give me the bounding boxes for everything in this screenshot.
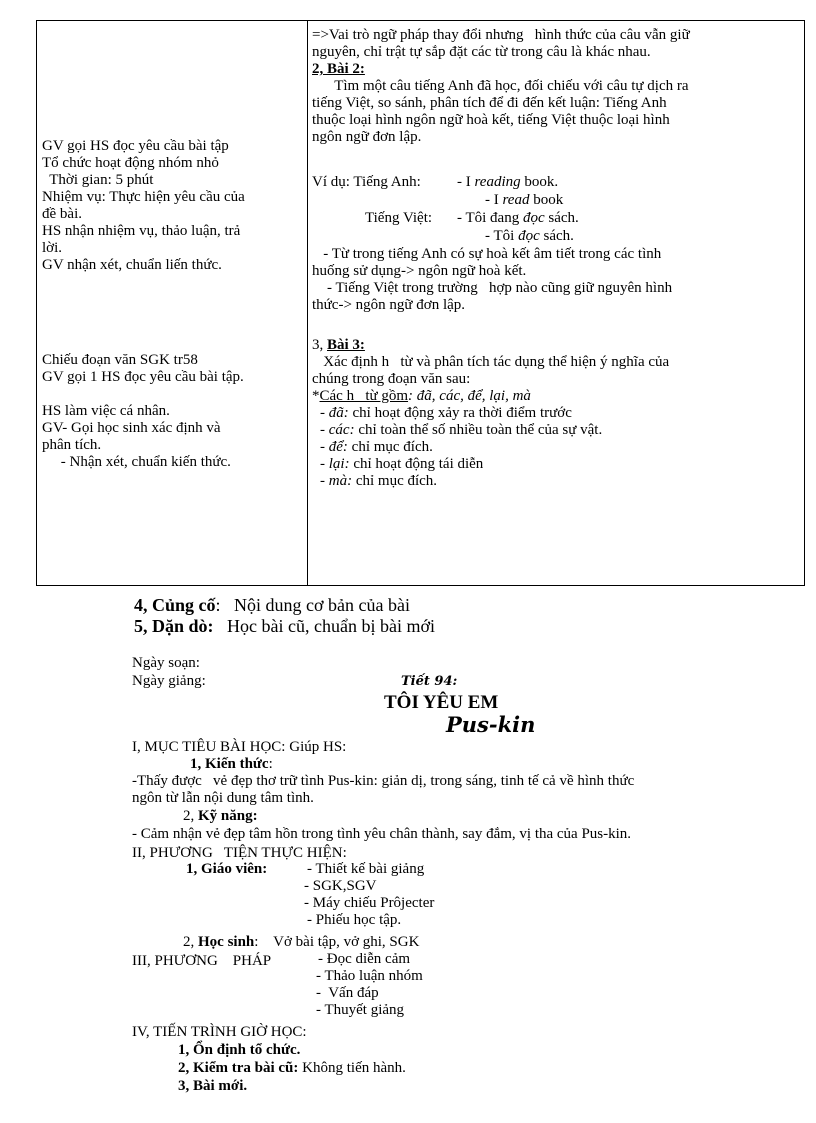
giao-vien-title: 1, Giáo viên: bbox=[186, 861, 268, 877]
kiem-tra-bai-cu bbox=[178, 1060, 406, 1077]
right-line: Tìm một câu tiếng Anh đã học, đối chiếu với câu tự dịch ra bbox=[312, 78, 689, 94]
left-line: - Nhận xét, chuẩn kiến thức. bbox=[42, 454, 231, 470]
conclusion-block bbox=[312, 246, 672, 314]
list-item: - Đọc diễn cảm bbox=[318, 951, 411, 967]
dan-do-text: Học bài cũ, chuẩn bị bài mới bbox=[213, 616, 435, 636]
poem-title: TÔI YÊU EM bbox=[384, 692, 499, 713]
item-word: các: bbox=[328, 422, 355, 438]
left-line: Thời gian: 5 phút bbox=[42, 172, 154, 188]
list-item: - SGK,SGV bbox=[304, 878, 377, 894]
item-text: chỉ hoạt động tái diễn bbox=[349, 456, 484, 472]
text: - I bbox=[485, 192, 503, 208]
text-line: -Thấy được vẻ đẹp thơ trữ tình Pus-kin: giản dị, trong sáng, tinh tế cả về hình thức bbox=[132, 773, 635, 789]
list-item: - đã: chỉ hoạt động xảy ra thời điểm trước bbox=[320, 405, 572, 421]
right-line: Xác định h từ và phân tích tác dụng thể hiện ý nghĩa của bbox=[312, 354, 670, 370]
right-line: chúng trong đoạn văn sau: bbox=[312, 371, 471, 387]
kien-thuc-title: 1, Kiến thức bbox=[190, 756, 269, 772]
hoc-sinh bbox=[183, 934, 419, 951]
on-dinh: 1, Ổn định tổ chức. bbox=[178, 1042, 301, 1058]
left-line: HS nhận nhiệm vụ, thảo luận, trả bbox=[42, 223, 241, 239]
text: book. bbox=[520, 174, 559, 190]
emphasis: đọc bbox=[522, 210, 545, 226]
text: - Tôi bbox=[485, 228, 519, 244]
item-text: chỉ mục đích. bbox=[352, 473, 438, 489]
left-block-1 bbox=[42, 138, 245, 274]
emphasis: đọc bbox=[518, 228, 540, 244]
bai2-title: 2, Bài 2: bbox=[312, 61, 365, 77]
text: Tiếng Việt: bbox=[365, 210, 433, 226]
dan-do-label: 5, Dặn dò: bbox=[134, 616, 214, 636]
list-item: - Vấn đáp bbox=[316, 985, 379, 1001]
bai3-block bbox=[312, 337, 669, 490]
left-line: Chiếu đoạn văn SGK tr58 bbox=[42, 352, 198, 368]
emphasis: read bbox=[502, 192, 530, 208]
list-item: - mà: chỉ mục đích. bbox=[320, 473, 438, 489]
list-item: - Máy chiếu Prôjecter bbox=[304, 895, 435, 911]
list-item: - Phiếu học tập. bbox=[307, 912, 402, 928]
left-line: Nhiệm vụ: Thực hiện yêu cầu của bbox=[42, 189, 245, 205]
right-line: huống sử dụng-> ngôn ngữ hoà kết. bbox=[312, 263, 527, 279]
bai-moi: 3, Bài mới. bbox=[178, 1078, 248, 1094]
right-line: nguyên, chỉ trật tự sắp đặt các từ trong câu là khác nhau. bbox=[312, 44, 651, 60]
left-line bbox=[42, 386, 244, 403]
ky-nang-title: Kỹ năng: bbox=[198, 808, 258, 824]
cung-co-text: : Nội dung cơ bản của bài bbox=[215, 595, 410, 615]
hoc-sinh-text: : Vở bài tập, vở ghi, SGK bbox=[254, 934, 420, 950]
example-vi-label bbox=[365, 210, 432, 227]
example-vi-1 bbox=[457, 210, 579, 227]
list-item: - các: chỉ toàn thể số nhiều toàn thể của sự vật. bbox=[320, 422, 603, 438]
column-divider bbox=[307, 21, 308, 585]
right-line: - Từ trong tiếng Anh có sự hoà kết âm tiết trong các tình bbox=[312, 246, 662, 262]
left-line: GV nhận xét, chuẩn liến thức. bbox=[42, 257, 222, 273]
section-4-title: IV, TIẾN TRÌNH GIỜ HỌC: bbox=[132, 1024, 307, 1040]
left-block-2 bbox=[42, 352, 244, 471]
cung-co bbox=[134, 595, 410, 616]
section-3-title: III, PHƯƠNG PHÁP bbox=[132, 953, 272, 969]
text: sách. bbox=[539, 228, 574, 244]
right-line: thức-> ngôn ngữ đơn lập. bbox=[312, 297, 466, 313]
section-1-title: I, MỤC TIÊU BÀI HỌC: bbox=[132, 739, 286, 755]
example-block bbox=[312, 174, 421, 191]
kien-thuc-text bbox=[132, 773, 634, 807]
right-intro bbox=[312, 27, 690, 146]
left-line: lời. bbox=[42, 240, 63, 256]
phuong-phap-list bbox=[316, 951, 423, 1019]
right-line: - Tiếng Việt trong trường hợp nào cũng giữ nguyên hình bbox=[312, 280, 673, 296]
right-line: ngôn ngữ đơn lập. bbox=[312, 129, 422, 145]
text: - Tôi đang bbox=[457, 210, 523, 226]
left-line: đề bài. bbox=[42, 206, 82, 222]
item-text: chỉ hoạt động xảy ra thời điểm trước bbox=[348, 405, 572, 421]
text: book bbox=[529, 192, 564, 208]
right-line: =>Vai trò ngữ pháp thay đổi nhưng hình thức của câu vẫn giữ bbox=[312, 27, 690, 43]
num: 2, bbox=[183, 808, 198, 824]
bai3-num: 3, bbox=[312, 337, 327, 353]
right-line: tiếng Việt, so sánh, phân tích để đi đến kết luận: Tiếng Anh bbox=[312, 95, 667, 111]
giao-vien-list bbox=[301, 861, 434, 929]
list-item: - Thiết kế bài giảng bbox=[307, 861, 425, 877]
list-item: - Thuyết giảng bbox=[316, 1002, 405, 1018]
example-vi-2 bbox=[485, 228, 574, 245]
example-en-2 bbox=[485, 192, 563, 209]
item-word: lại: bbox=[328, 456, 350, 472]
list-head: Các h từ gồm bbox=[319, 388, 409, 404]
num: 2, bbox=[183, 934, 198, 950]
item-word: mà: bbox=[328, 473, 353, 489]
poem-author: Pus-kin bbox=[446, 712, 536, 737]
lesson-number: Tiết 94: bbox=[401, 674, 458, 689]
item-word: đã: bbox=[328, 405, 349, 421]
list-words: : đã, các, để, lại, mà bbox=[408, 388, 531, 404]
left-line: HS làm việc cá nhân. bbox=[42, 403, 170, 419]
left-line: GV gọi 1 HS đọc yêu cầu bài tập. bbox=[42, 369, 244, 385]
ky-nang-text: - Cảm nhận vẻ đẹp tâm hồn trong tình yêu chân thành, say đắm, vị tha của Pus-kin. bbox=[132, 826, 632, 842]
text: sách. bbox=[544, 210, 579, 226]
left-line: GV gọi HS đọc yêu cầu bài tập bbox=[42, 138, 229, 154]
list-item: - để: chỉ mục đích. bbox=[320, 439, 433, 455]
left-line: Tổ chức hoạt động nhóm nhỏ bbox=[42, 155, 219, 171]
cung-co-label: 4, Củng cố bbox=[134, 595, 216, 615]
example-en-1 bbox=[457, 174, 558, 191]
item-text: chỉ toàn thể số nhiều toàn thể của sự vật. bbox=[354, 422, 603, 438]
ngay-giang: Ngày giảng: bbox=[132, 673, 206, 689]
item-word: để: bbox=[328, 439, 348, 455]
bai3-title: Bài 3: bbox=[327, 337, 365, 353]
text: - I bbox=[457, 174, 475, 190]
section-1 bbox=[132, 739, 346, 756]
hoc-sinh-title: Học sinh bbox=[198, 934, 255, 950]
item-text: chỉ mục đích. bbox=[347, 439, 433, 455]
list-item: - lại: chỉ hoạt động tái diễn bbox=[320, 456, 484, 472]
ktbc-title: 2, Kiểm tra bài cũ: bbox=[178, 1060, 299, 1076]
ky-nang bbox=[183, 808, 258, 825]
section-2-title: II, PHƯƠNG TIỆN THỰC HIỆN: bbox=[132, 845, 347, 861]
left-line: phân tích. bbox=[42, 437, 102, 453]
bullet-star: * bbox=[312, 388, 320, 404]
list-item: - Thảo luận nhóm bbox=[316, 968, 423, 984]
colon: : bbox=[268, 756, 273, 772]
right-line: thuộc loại hình ngôn ngữ hoà kết, tiếng Việt thuộc loại hình bbox=[312, 112, 670, 128]
ngay-soan: Ngày soạn: bbox=[132, 655, 200, 671]
text-line: ngôn từ lẫn nội dung tâm tình. bbox=[132, 790, 314, 806]
ktbc-text: Không tiến hành. bbox=[298, 1060, 406, 1076]
dan-do bbox=[134, 616, 435, 637]
left-line: GV- Gọi học sinh xác định và bbox=[42, 420, 221, 436]
section-1-sub: Giúp HS: bbox=[285, 739, 347, 755]
emphasis: reading bbox=[474, 174, 521, 190]
example-label: Ví dụ: Tiếng Anh: bbox=[312, 174, 421, 190]
kien-thuc bbox=[190, 756, 273, 773]
